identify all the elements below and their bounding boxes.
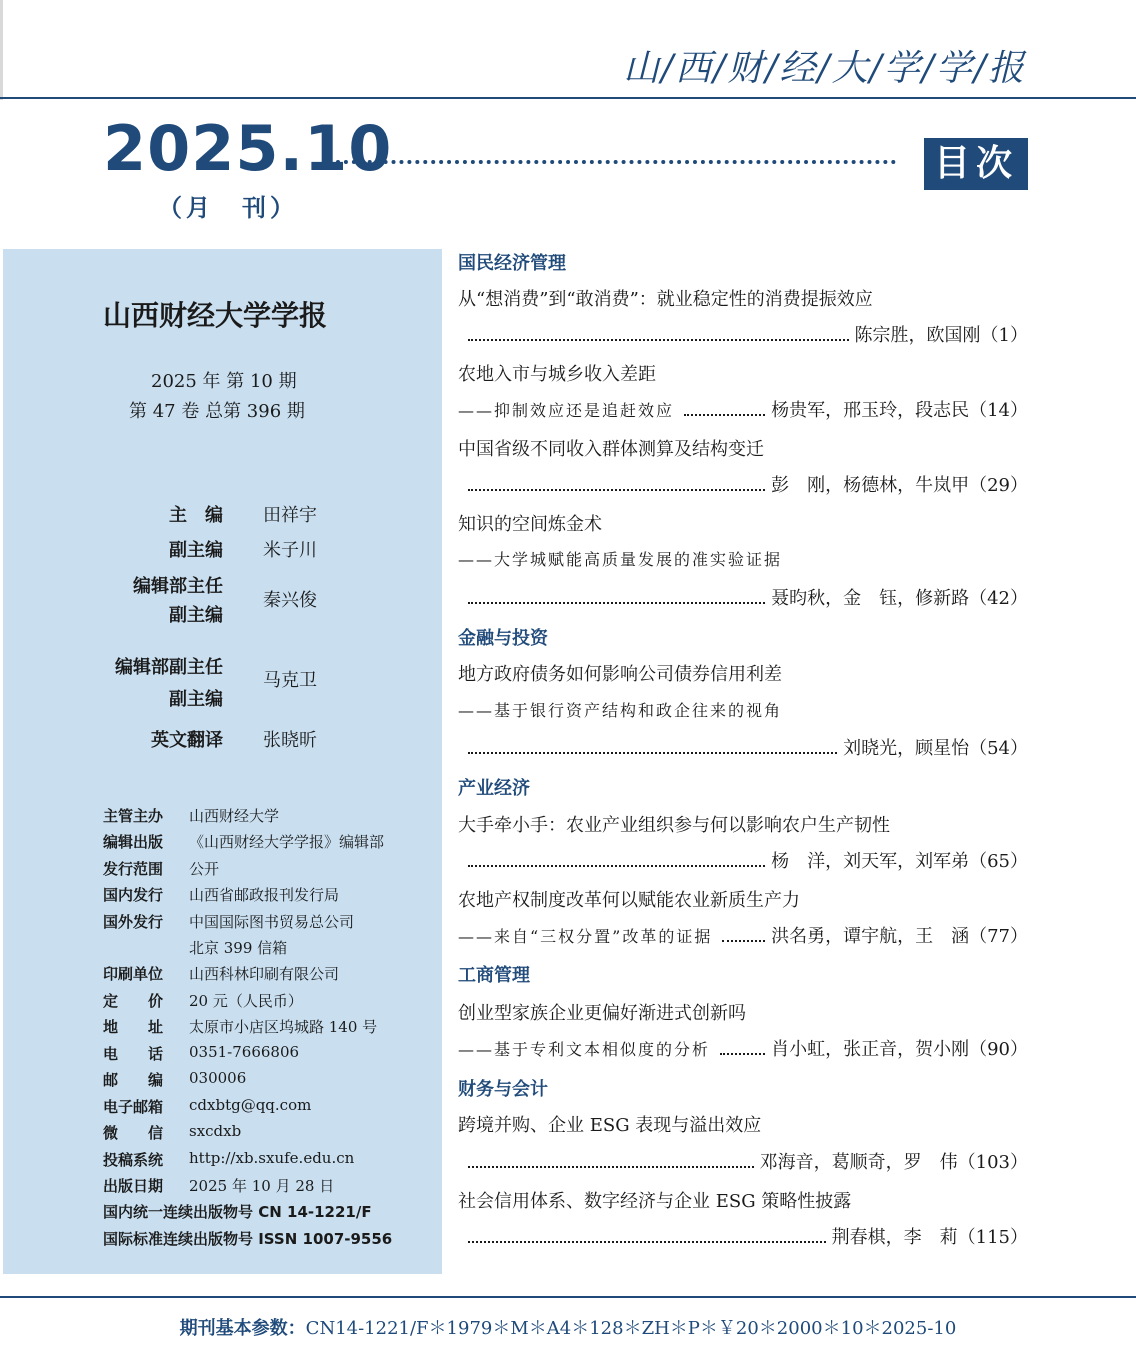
leader-dots (684, 398, 765, 416)
info-value: 公开 (189, 860, 220, 878)
info-value: 《山西财经大学学报》编辑部 (189, 833, 385, 851)
editor-name: 张晓昕 (263, 730, 317, 751)
article-entry-line (458, 471, 1028, 497)
article-entry-line (458, 734, 1028, 760)
article-entry-line (458, 584, 1028, 610)
leader-dots (468, 323, 849, 341)
info-value: 030006 (189, 1069, 247, 1087)
info-label: 主管主办 (103, 807, 164, 825)
info-value: 20 元（人民币） (189, 992, 303, 1010)
article-title: 社会信用体系、数字经济与企业 ESG 策略性披露 (458, 1191, 852, 1212)
section-heading: 国民经济管理 (458, 253, 566, 274)
info-label: 国内发行 (103, 886, 164, 904)
article-authors: 荆春棋，李 莉（115） (831, 1227, 1028, 1248)
article-subtitle: ——基于银行资产结构和政企往来的视角 (458, 701, 783, 720)
info-value: 中国国际图书贸易总公司 (189, 913, 355, 931)
editor-role: 副主编 (169, 689, 223, 710)
editor-role: 副主编 (169, 540, 223, 561)
article-entry-line (458, 1035, 1028, 1061)
article-subtitle: ——抑制效应还是追赶效应 (458, 401, 675, 420)
info-value: 山西省邮政报刊发行局 (189, 886, 340, 904)
leader-dots (468, 586, 765, 604)
editor-role: 编辑部副主任 (115, 657, 223, 678)
article-title: 中国省级不同收入群体测算及结构变迁 (458, 439, 764, 460)
info-value: 山西科林印刷有限公司 (189, 965, 340, 983)
info-value: 0351-7666806 (189, 1043, 300, 1061)
article-entry-line (458, 922, 1028, 948)
info-label: 地 址 (103, 1018, 164, 1036)
article-subtitle: ——基于专利文本相似度的分析 (458, 1040, 711, 1059)
article-authors: 肖小虹，张正音，贺小刚（90） (771, 1039, 1028, 1060)
info-label: 邮 编 (103, 1071, 164, 1089)
leader-dots (720, 1037, 765, 1055)
editor-role: 主 编 (169, 505, 223, 526)
editor-name: 秦兴俊 (263, 590, 317, 611)
article-authors: 聂昀秋，金 钰，修新路（42） (771, 588, 1028, 609)
info-value: sxcdxb (189, 1122, 242, 1140)
editor-name: 米子川 (263, 540, 317, 561)
info-label: 电子邮箱 (103, 1098, 164, 1116)
info-label: 定 价 (103, 992, 164, 1010)
leader-dots (468, 1225, 826, 1243)
journal-name-top: 山/西/财/经/大/学/学/报 (623, 48, 1026, 89)
bottom-rule (0, 1296, 1136, 1298)
info-value: 2025 年 10 月 28 日 (189, 1177, 335, 1195)
section-heading: 金融与投资 (458, 628, 548, 649)
article-authors: 洪名勇，谭宇航，王 涵（77） (771, 926, 1028, 947)
leader-dots (468, 473, 765, 491)
info-label: 投稿系统 (103, 1151, 164, 1169)
article-entry-line (458, 847, 1028, 873)
info-label: 国外发行 (103, 913, 164, 931)
article-title: 农地产权制度改革何以赋能农业新质生产力 (458, 890, 800, 911)
article-subtitle: ——大学城赋能高质量发展的准实验证据 (458, 550, 783, 569)
article-authors: 彭 刚，杨德林，牛岚甲（29） (771, 475, 1028, 496)
editor-role: 英文翻译 (151, 730, 223, 751)
footer-label: 期刊基本参数： (179, 1318, 306, 1339)
info-label: 出版日期 (103, 1177, 164, 1195)
info-label: 微 信 (103, 1124, 164, 1142)
masthead-sidebar (3, 249, 442, 1274)
article-entry-line (458, 1148, 1028, 1174)
article-authors: 邓海音，葛顺奇，罗 伟（103） (759, 1152, 1028, 1173)
frequency-label: （月 刊） (158, 194, 298, 222)
leader-dots (468, 1150, 754, 1168)
article-authors: 陈宗胜，欧国刚（1） (854, 325, 1028, 346)
top-rule (0, 97, 1136, 99)
article-title: 跨境并购、企业 ESG 表现与溢出效应 (458, 1115, 762, 1136)
article-subtitle: ——来自“三权分置”改革的证据 (458, 927, 713, 946)
footer-params: CN14-1221/F＊1979＊M＊A4＊128＊ZH＊P＊￥20＊2000＊10＊2025-10 (305, 1318, 957, 1339)
issn-number: 国际标准连续出版物号 ISSN 1007-9556 (103, 1230, 393, 1248)
info-value: http://xb.sxufe.edu.cn (189, 1149, 355, 1167)
info-value: 太原市小店区坞城路 140 号 (189, 1018, 378, 1036)
article-title: 知识的空间炼金术 (458, 514, 602, 535)
toc-badge: 目次 (924, 138, 1028, 190)
leader-dots (722, 924, 765, 942)
article-entry-line (458, 1223, 1028, 1249)
article-entry-line (458, 396, 1028, 422)
info-value: 山西财经大学 (189, 807, 280, 825)
editor-role: 副主编 (169, 605, 223, 626)
article-authors: 刘晓光，顾星怡（54） (843, 738, 1028, 759)
sidebar-journal-title: 山西财经大学学报 (103, 299, 328, 332)
article-title: 农地入市与城乡收入差距 (458, 364, 656, 385)
sidebar-issue: 2025 年 第 10 期 (151, 371, 297, 392)
info-label: 编辑出版 (103, 833, 164, 851)
article-authors: 杨 洋，刘天军，刘军弟（65） (771, 851, 1028, 872)
section-heading: 产业经济 (458, 778, 530, 799)
sidebar-volume: 第 47 卷 总第 396 期 (129, 401, 305, 422)
editor-name: 田祥宇 (263, 505, 317, 526)
info-label: 发行范围 (103, 860, 164, 878)
article-title: 从“想消费”到“敢消费”：就业稳定性的消费提振效应 (458, 289, 873, 310)
article-title: 创业型家族企业更偏好渐进式创新吗 (458, 1003, 746, 1024)
article-authors: 杨贵军，邢玉玲，段志民（14） (771, 400, 1028, 421)
leader-dots (468, 736, 837, 754)
issue-number: 2025.10 (103, 112, 393, 185)
journal-parameters-footer (0, 1314, 1136, 1340)
info-label: 电 话 (103, 1045, 164, 1063)
issue-dots-divider (336, 150, 896, 164)
article-entry-line (458, 321, 1028, 347)
cn-number: 国内统一连续出版物号 CN 14-1221/F (103, 1203, 372, 1221)
info-value: 北京 399 信箱 (189, 939, 288, 957)
info-value: cdxbtg@qq.com (189, 1096, 312, 1114)
section-heading: 工商管理 (458, 965, 530, 986)
leader-dots (468, 849, 765, 867)
article-title: 地方政府债务如何影响公司债券信用利差 (458, 664, 782, 685)
editor-name: 马克卫 (263, 670, 317, 691)
section-heading: 财务与会计 (458, 1079, 548, 1100)
info-label: 印刷单位 (103, 965, 164, 983)
editor-role: 编辑部主任 (133, 576, 223, 597)
article-title: 大手牵小手：农业产业组织参与何以影响农户生产韧性 (458, 815, 890, 836)
